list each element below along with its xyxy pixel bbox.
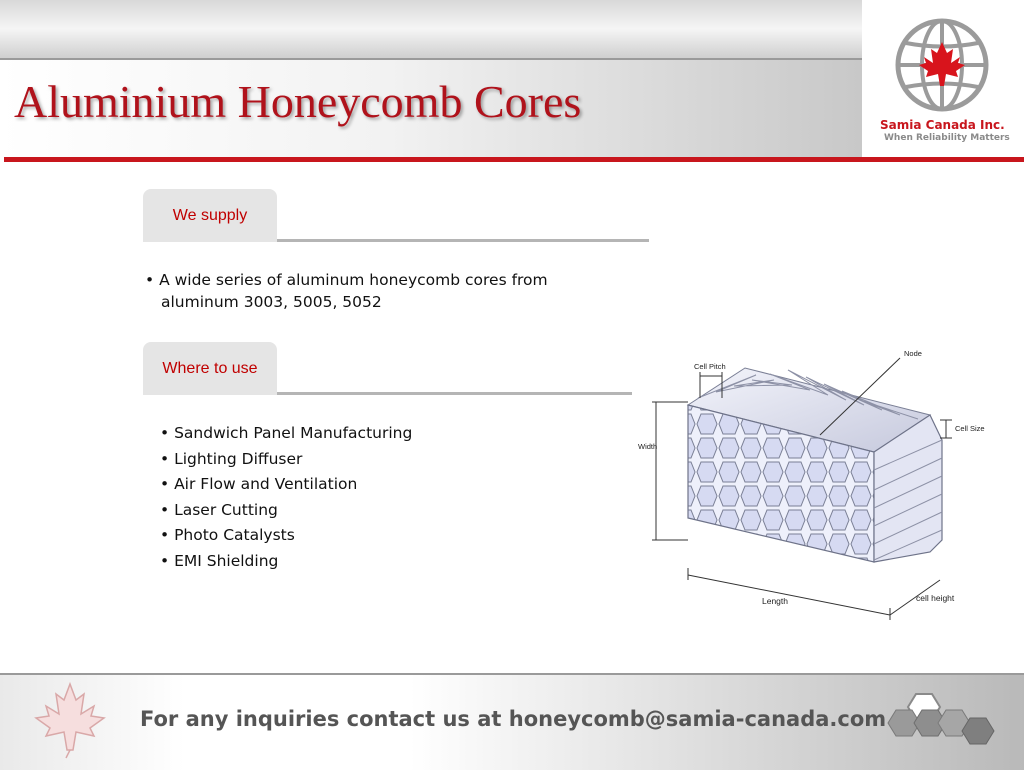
maple-leaf-icon: [30, 680, 110, 760]
tab-we-supply: [143, 189, 277, 242]
company-tagline: When Reliability Matters: [884, 133, 1010, 143]
label-width: Width: [638, 442, 658, 451]
slide-title: Aluminium Honeycomb Cores: [14, 76, 582, 127]
list-item: • Sandwich Panel Manufacturing: [160, 424, 413, 442]
label-cell-size: Cell Size: [955, 424, 985, 433]
hexagon-cluster-icon: [888, 690, 1000, 750]
supply-bullet-line2: aluminum 3003, 5005, 5052: [161, 293, 382, 311]
supply-bullet-line1: • A wide series of aluminum honeycomb cores from: [145, 271, 548, 289]
label-cell-height: cell height: [916, 593, 955, 603]
tab-where-to-use-label: Where to use: [162, 359, 258, 377]
footer-contact: For any inquiries contact us at honeycomb@samia-canada.com: [140, 707, 887, 731]
tab-we-supply-label: We supply: [172, 206, 248, 224]
label-cell-pitch: Cell Pitch: [694, 362, 726, 371]
list-item: • Laser Cutting: [160, 500, 278, 519]
label-length: Length: [762, 596, 788, 606]
supply-bullet: [145, 269, 548, 313]
list-item: • Air Flow and Ventilation: [160, 475, 358, 493]
globe-maple-leaf-icon: [862, 0, 1024, 115]
header-red-rule: [4, 157, 1024, 162]
header-top-bar: [0, 0, 862, 60]
tab-where-to-use: [143, 342, 277, 395]
list-item: • Lighting Diffuser: [160, 449, 303, 468]
company-name: Samia Canada Inc.: [880, 118, 1005, 132]
label-node: Node: [904, 349, 922, 358]
tab-we-supply-rule: [277, 239, 649, 242]
list-item: • Photo Catalysts: [160, 526, 295, 544]
usage-list: [160, 421, 412, 574]
list-item: • EMI Shielding: [160, 551, 279, 570]
tab-where-to-use-rule: [277, 392, 632, 395]
honeycomb-diagram: [630, 340, 985, 625]
